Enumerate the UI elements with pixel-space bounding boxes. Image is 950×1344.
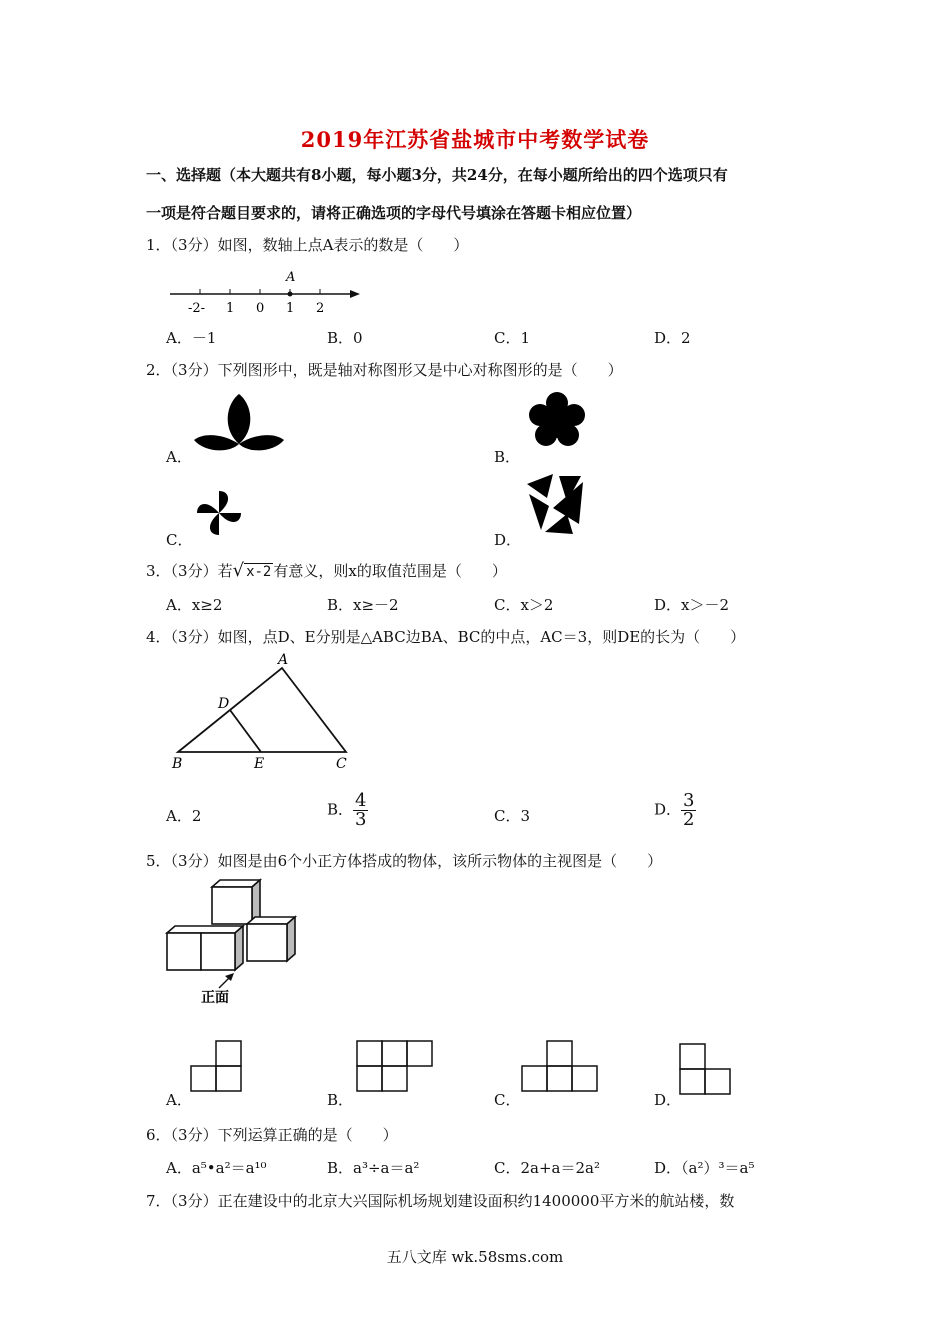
q1-point-label: A xyxy=(286,270,296,285)
q5-cube-stack-figure xyxy=(165,878,305,1008)
q5-option-d-view xyxy=(679,1043,733,1097)
q1-number-line xyxy=(168,266,368,316)
q1-tick-label: 2 xyxy=(316,301,325,316)
q5-option-c-view xyxy=(521,1040,601,1094)
q3-option-d[interactable]: D．x＞－2 xyxy=(654,596,730,614)
q4-label-b: B xyxy=(172,756,183,772)
q3-stem: 3．（3分）若√ x-2 有意义，则x的取值范围是（ ） xyxy=(146,560,507,581)
q5-option-c[interactable]: C． xyxy=(494,1091,521,1109)
q5-option-d[interactable]: D． xyxy=(654,1091,682,1109)
q2-option-b[interactable]: B． xyxy=(494,448,521,466)
q1-tick-label: 0 xyxy=(256,301,265,316)
q2-option-d[interactable]: D． xyxy=(494,531,522,549)
q3-radicand: x-2 xyxy=(246,564,272,580)
q6-option-a[interactable]: A．a⁵•a²＝a¹⁰ xyxy=(166,1159,267,1177)
q3-option-a[interactable]: A．x≥2 xyxy=(166,596,223,614)
q1-point-a xyxy=(288,292,293,297)
section-heading-line1: 一、选择题（本大题共有8小题，每小题3分，共24分，在每小题所给出的四个选项只有 xyxy=(146,166,728,184)
q2-flower-figure xyxy=(527,391,587,451)
section-heading-line2: 一项是符合题目要求的，请将正确选项的字母代号填涂在答题卡相应位置） xyxy=(146,204,642,222)
q1-option-a[interactable]: A．－1 xyxy=(166,329,217,347)
page-footer: 五八文库 wk.58sms.com xyxy=(386,1248,564,1266)
q1-option-c[interactable]: C．1 xyxy=(494,329,531,347)
q1-option-d[interactable]: D．2 xyxy=(654,329,691,347)
q5-option-b-view xyxy=(356,1040,436,1094)
q2-three-leaf-figure xyxy=(192,394,287,456)
q5-stem: 5．（3分）如图是由6个小正方体搭成的物体，该所示物体的主视图是（ ） xyxy=(146,852,663,870)
q1-tick-label: 1 xyxy=(286,301,295,316)
q4-triangle-figure xyxy=(168,650,368,775)
q2-pinwheel-figure xyxy=(194,488,244,538)
q5-option-b[interactable]: B． xyxy=(327,1091,354,1109)
q6-option-c[interactable]: C．2a+a＝2a² xyxy=(494,1159,600,1177)
q1-option-b[interactable]: B．0 xyxy=(327,329,363,347)
q4-label-c: C xyxy=(336,756,347,772)
q1-tick-label: 1 xyxy=(226,301,235,316)
q4-label-a: A xyxy=(278,652,289,668)
q4-stem: 4．（3分）如图，点D、E分别是△ABC边BA、BC的中点，AC＝3，则DE的长为（ ） xyxy=(146,628,746,646)
q1-tick-label: -2- xyxy=(188,301,206,316)
q4-option-d[interactable]: D． $\frac{3}{2}$ xyxy=(654,790,695,830)
q4-option-b-fraction: $\frac{4}{3}$ xyxy=(355,790,367,830)
q5-front-label: 正面 xyxy=(201,990,229,1006)
q5-option-a-view xyxy=(190,1040,244,1094)
q6-stem: 6．（3分）下列运算正确的是（ ） xyxy=(146,1126,398,1144)
q2-stem: 2．（3分）下列图形中，既是轴对称图形又是中心对称图形的是（ ） xyxy=(146,361,623,379)
q5-option-a[interactable]: A． xyxy=(166,1091,192,1109)
q4-label-e: E xyxy=(254,756,265,772)
q4-option-c[interactable]: C．3 xyxy=(494,807,531,825)
page-title: 2019年江苏省盐城市中考数学试卷 xyxy=(300,127,650,152)
q4-label-d: D xyxy=(218,696,230,712)
q4-option-d-fraction: $\frac{3}{2}$ xyxy=(683,790,695,830)
q2-tangram-figure xyxy=(523,472,589,538)
q1-stem: 1．（3分）如图，数轴上点A表示的数是（ ） xyxy=(146,236,469,254)
q2-option-c[interactable]: C． xyxy=(166,531,193,549)
q4-option-b[interactable]: B． $\frac{4}{3}$ xyxy=(327,790,367,830)
q3-option-c[interactable]: C．x＞2 xyxy=(494,596,554,614)
q6-option-b[interactable]: B．a³÷a＝a² xyxy=(327,1159,420,1177)
q3-option-b[interactable]: B．x≥－2 xyxy=(327,596,399,614)
q7-stem: 7．（3分）正在建设中的北京大兴国际机场规划建设面积约1400000平方米的航站楼，数 xyxy=(146,1192,735,1210)
q2-option-a[interactable]: A． xyxy=(166,448,192,466)
q4-option-a[interactable]: A．2 xyxy=(166,807,202,825)
q6-option-d[interactable]: D．（a²）³＝a⁵ xyxy=(654,1159,755,1177)
